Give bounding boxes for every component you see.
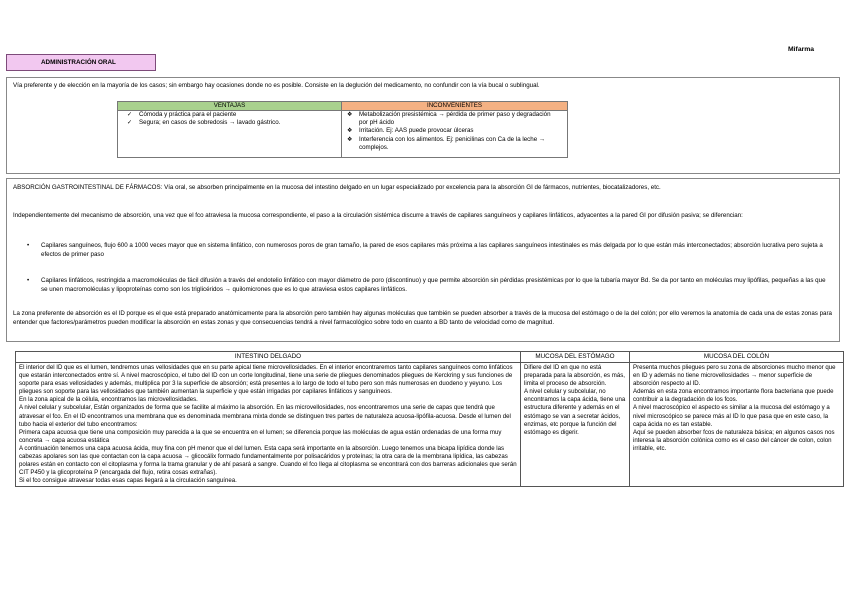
check-icon: ✓ <box>127 111 133 118</box>
diamond-icon: ❖ <box>347 127 353 135</box>
intestino-header: INTESTINO DELGADO <box>16 352 521 363</box>
check-icon: ✓ <box>127 119 133 127</box>
absorption-heading: ABSORCIÓN GASTROINTESTINAL DE FÁRMACOS: <box>13 184 163 191</box>
paragraph: En la zona apical de la célula, encontramos las microvellosidades. <box>19 396 198 404</box>
paragraph: El interior del ID que es el lumen, tendremos unas vellosidades que en su parte apical tiene microvellosidades. En el interior encontraremos tanto capilares sanguíneos como linfáticos que estarán interconectados entre sí. A nivel macroscópico, el tubo del ID con un corte longitudinal, tiene una serie de pliegues denominados pliegues de Kerckring y sus funciones de soporte para esas vellosidades y además, multiplica por 3 la superficie de absorción; está presentes a lo largo de todo el tubo pero son más numerosas en duodeno y yeyuno. Los pliegues son soporte para las vellosidades que también aumentan la superficie y que están irrigadas por capilares linfáticos y sanguíneos. <box>19 364 513 396</box>
absorption-bullet: • Capilares sanguíneos, flujo 600 a 1000 veces mayor que en sistema linfático, con numerosos poros de gran tamaño, la pared de esos capilares más próxima a las capilares sanguíneos intestinales es más delgada por lo que están más interconectados; absorción lucrativa pero sujeta a efectos de primer paso <box>27 242 823 259</box>
intro-box <box>6 77 840 174</box>
list-item: ❖ Metabolización presistémica → pérdida de primer paso y degradación por pH ácido <box>347 111 551 127</box>
paragraph: Primera capa acuosa que tiene una composición muy parecida a la que se encuentra en el lumen; se diferencia porque las moléculas de agua están ordenadas de una forma muy concreta → capa acuosa estática <box>19 428 502 444</box>
absorption-p2: Independientemente del mecanismo de absorción, una vez que el fco atraviesa la mucosa correspondiente, el paso a la circulación sistémica discurre a través de capilares sanguíneos y capilares linfáticos, adyacentes a la pared GI por difusión pasiva; se diferencian: <box>13 212 743 219</box>
intro-text: Vía preferente y de elección en la mayoría de los casos; sin embargo hay ocasiones donde no es posible. Consiste en la deglución del medicamento, no confundir con la vía bucal o sublingual. <box>13 82 540 89</box>
paragraph: Además en esta zona encontramos importante flora bacteriana que puede contribuir a la degradación de los fcos. <box>633 388 834 404</box>
list-item: ❖ Irritación. Ej: AAS puede provocar úlceras <box>347 127 474 135</box>
ventajas-cell <box>118 111 342 158</box>
section-title: ADMINISTRACIÓN ORAL <box>41 59 116 66</box>
estomago-header: MUCOSA DEL ESTÓMAGO <box>521 352 630 363</box>
paragraph: Si el fco consigue atravesar todas esas capas llegará a la circulación sanguínea. <box>19 477 237 485</box>
paragraph: A continuación tenemos una capa acuosa ácida, muy fina con pH menor que el del lumen. Esta capa será importante en la absorción. Luego tenemos una bicapa lipídica donde las cabezas apolares son las que contactan con la capa acuosa → glicocálix formado fundamentalmente por polisacáridos y proteínas; la otra cara de la membrana lipídica, las cabezas polares están en contacto con el citoplasma y forma la trama granular y de ahí pasará a sangre. Cuando el fco llega al citoplasma se encontrará con dos barreras adicionales que serán CIT P450 y la glicoproteína P (encargada del flujo, retira cosas extrañas). <box>19 444 517 477</box>
diamond-icon: ❖ <box>347 135 353 143</box>
estomago-cell <box>521 363 630 487</box>
brand-label: Mifarma <box>788 46 815 53</box>
bullet-icon: • <box>27 277 30 284</box>
paragraph: Aquí se pueden absorber fcos de naturaleza básica; en algunos casos nos interesa la absorción colónica como es el caso del cáncer de colon, colon irritable, etc. <box>633 428 835 452</box>
paragraph: A nivel celular y subcelular, Están organizados de forma que se facilite al máximo la absorción. En las microvellosidades, nos encontraremos una serie de capas que tendrá que atravesar el fco. En el ID encontramos una membrana que es denominada membrana mixta donde se distinguen tres partes de naturaleza acuosa-lipófila-acuosa. Desde el lumen del tubo hacia el exterior del tubo encontramos: <box>19 404 511 428</box>
paragraph: Difiere del ID en que no está preparada para la absorción, es más, limita el proceso de absorción. <box>524 364 625 388</box>
ventajas-header: VENTAJAS <box>118 102 342 111</box>
absorption-bullet: • Capilares linfáticos, restringida a macromoléculas de fácil difusión a través del endotelio linfático con mayor diámetro de poro (discontinuo) y que permite absorción sin pérdidas presistémicas por lo que la tubaría mayor Bd. Se da por tanto en moléculas muy lipófilas, pequeñas a las que se unen macromoléculas y lipoproteínas como son los triglicéridos → quilomicrones que es lo que atraviesa estos capilares linfáticos. <box>27 277 826 294</box>
colon-cell <box>630 363 844 487</box>
list-item: ✓ Segura; en casos de sobredosis → lavado gástrico. <box>127 119 281 127</box>
inconvenientes-cell <box>342 111 568 158</box>
inconvenientes-header: INCONVENIENTES <box>342 102 568 111</box>
section-title-box <box>6 54 156 71</box>
list-item: ✓ Cómoda y práctica para el paciente <box>127 111 237 118</box>
paragraph: A nivel celular y subcelular, no encontramos la capa ácida, tiene una estructura diferente y además en el estómago se van a secretar ácidos, enzimas, etc porque la función del estómago es digerir. <box>524 388 626 436</box>
bullet-icon: • <box>27 242 30 249</box>
absorption-box <box>6 178 840 342</box>
absorption-p1: ABSORCIÓN GASTROINTESTINAL DE FÁRMACOS: Vía oral, se absorben principalmente en la mucosa del intestino delgado en un lugar especializado por excelencia para la absorción GI de fármacos, nutrientes, biocatalizadores, etc. <box>13 184 661 191</box>
colon-header: MUCOSA DEL COLÓN <box>630 352 844 363</box>
diamond-icon: ❖ <box>347 111 353 118</box>
paragraph: Presenta muchos pliegues pero su zona de absorciones mucho menor que en ID y además no tiene microvellosidades → menor superficie de absorción respecto al ID. <box>633 364 836 388</box>
absorption-p3: La zona preferente de absorción es el ID porque es el que está preparado anatómicamente para la absorción pero también hay algunas moléculas que también se pueden absorber a través de la mucosa del estómago o de la del colón; por ello veremos la anatomía de cada una de estas zonas para entender que factores/parámetros pueden modificar la absorción en estas zonas y que consecuencias tendrá a nivel farmacológico sobre todo en cuanto a BD tanto de velocidad como de magnitud. <box>13 310 832 327</box>
paragraph: A nivel macroscópico el aspecto es similar a la mucosa del estómago y a nivel microscópico se parece más al ID lo que pasa que en este caso, la capa ácida no es tan estable. <box>633 404 830 428</box>
zones-table <box>15 351 844 487</box>
list-item: ❖ Interferencia con los alimentos. Ej: penicilinas con Ca de la leche → complejos. <box>347 135 546 151</box>
advantages-table <box>117 101 568 158</box>
intestino-cell <box>16 363 521 487</box>
